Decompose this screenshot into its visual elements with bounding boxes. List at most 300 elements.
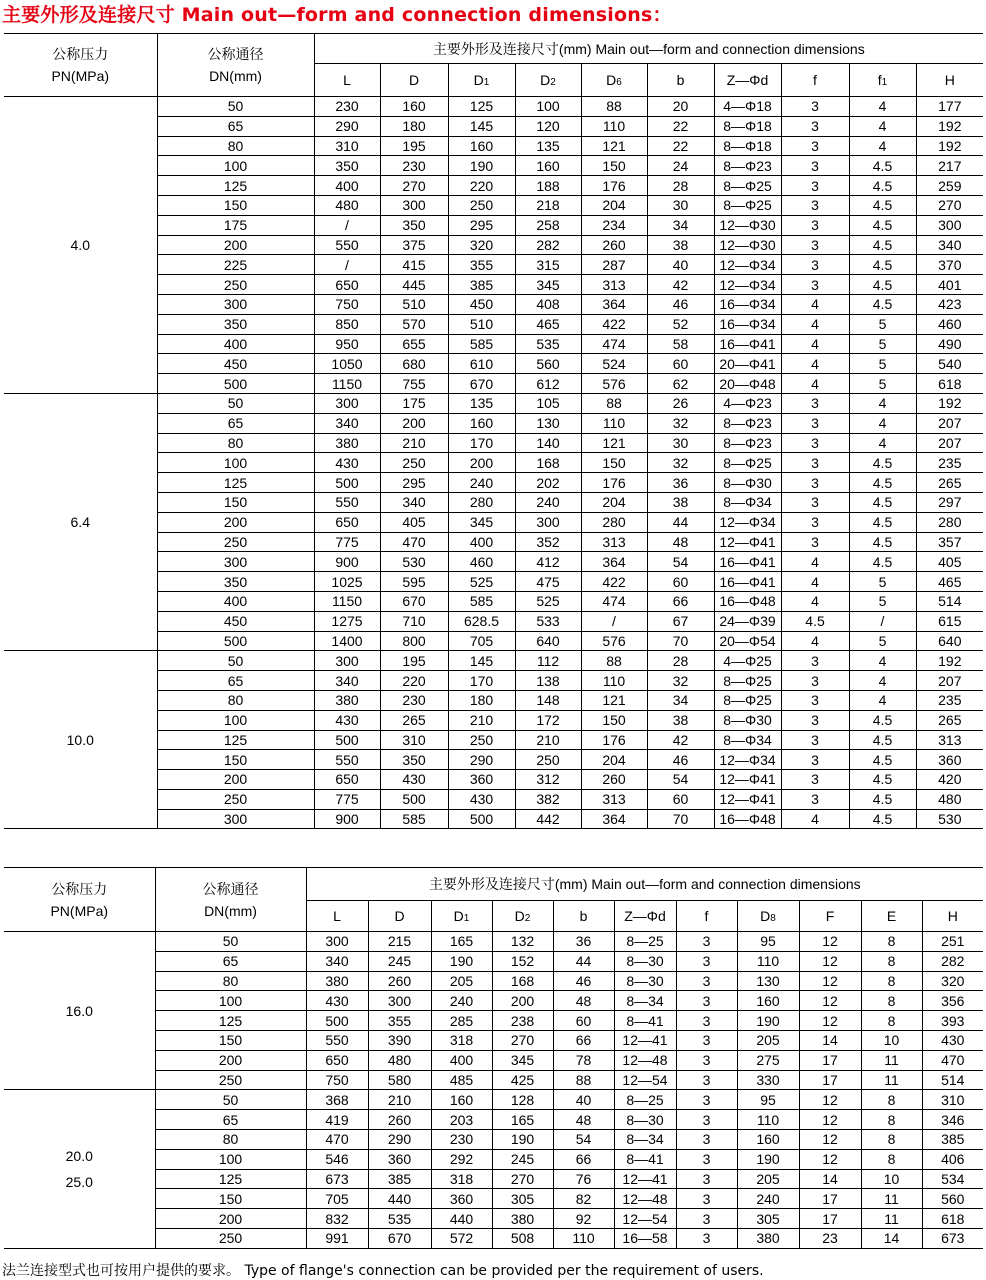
- column-header: F: [799, 901, 861, 932]
- dn-value: 250: [157, 532, 314, 552]
- table-cell: 8—Φ18: [714, 136, 781, 156]
- table-cell: 8—25: [614, 1090, 676, 1110]
- table-cell: 364: [581, 552, 647, 572]
- table-cell: 30: [647, 433, 714, 453]
- pn-value: 16.0: [4, 932, 155, 1090]
- table-cell: 300: [306, 932, 368, 952]
- dn-value: 350: [157, 314, 314, 334]
- table-cell: 550: [306, 1030, 368, 1050]
- table-cell: 750: [314, 294, 380, 314]
- column-header: D: [380, 64, 448, 97]
- table-cell: 370: [916, 255, 983, 275]
- table-cell: 135: [515, 136, 581, 156]
- table-cell: 10: [861, 1030, 922, 1050]
- table-cell: 475: [515, 572, 581, 592]
- table-cell: 12—54: [614, 1070, 676, 1090]
- dn-value: 100: [157, 156, 314, 176]
- table-cell: 4.5: [849, 532, 916, 552]
- table-cell: 4: [781, 334, 849, 354]
- table-cell: 11: [861, 1209, 922, 1229]
- table-cell: 500: [306, 1011, 368, 1031]
- table-cell: 207: [916, 413, 983, 433]
- table-cell: 510: [380, 294, 448, 314]
- table-cell: 220: [380, 671, 448, 691]
- table-cell: 60: [553, 1011, 614, 1031]
- table-cell: 300: [380, 195, 448, 215]
- table-cell: 235: [916, 453, 983, 473]
- table-row: [4, 97, 983, 117]
- table-cell: 44: [553, 951, 614, 971]
- table-cell: 60: [647, 789, 714, 809]
- pn-value: 10.0: [4, 651, 157, 829]
- table-cell: 192: [916, 651, 983, 671]
- table-cell: 218: [515, 195, 581, 215]
- table-cell: 135: [448, 393, 515, 413]
- table-cell: 275: [737, 1050, 799, 1070]
- table-cell: 176: [581, 176, 647, 196]
- table-cell: 530: [380, 552, 448, 572]
- table-cell: 8—41: [614, 1149, 676, 1169]
- table-cell: 105: [515, 393, 581, 413]
- table-cell: 270: [380, 176, 448, 196]
- table-cell: 12: [799, 1110, 861, 1130]
- dn-value: 50: [155, 1090, 306, 1110]
- dimensions-table-2: [4, 867, 983, 1249]
- table-cell: 900: [314, 809, 380, 829]
- table-cell: 514: [916, 591, 983, 611]
- table-cell: 4.5: [849, 730, 916, 750]
- table-cell: 24—Φ39: [714, 611, 781, 631]
- column-header: D2: [492, 901, 553, 932]
- dn-value: 65: [157, 413, 314, 433]
- table-cell: 474: [581, 591, 647, 611]
- table-cell: 66: [647, 591, 714, 611]
- table-cell: 12: [799, 1011, 861, 1031]
- table-cell: 17: [799, 1050, 861, 1070]
- pn-header: 公称压力 PN(MPa): [4, 34, 157, 97]
- table-cell: 165: [492, 1110, 553, 1130]
- table-cell: 585: [448, 591, 515, 611]
- table-row: [4, 393, 983, 413]
- dn-value: 100: [157, 453, 314, 473]
- table-cell: 4: [849, 97, 916, 117]
- table-cell: 385: [922, 1129, 983, 1149]
- table-cell: 8: [861, 951, 922, 971]
- dn-value: 225: [157, 255, 314, 275]
- table-cell: 4.5: [849, 770, 916, 790]
- table-cell: 3: [676, 1129, 737, 1149]
- table-cell: 172: [515, 710, 581, 730]
- dn-value: 350: [157, 572, 314, 592]
- table-cell: 210: [368, 1090, 431, 1110]
- table-cell: 357: [916, 532, 983, 552]
- table-cell: 82: [553, 1189, 614, 1209]
- table-cell: 24: [647, 156, 714, 176]
- table-cell: 240: [448, 473, 515, 493]
- table-cell: 4.5: [849, 176, 916, 196]
- table-cell: 375: [380, 235, 448, 255]
- table-cell: 88: [581, 393, 647, 413]
- dn-value: 80: [157, 690, 314, 710]
- table-cell: 245: [492, 1149, 553, 1169]
- table-cell: 160: [515, 156, 581, 176]
- table-cell: 8—Φ25: [714, 671, 781, 691]
- table-cell: 150: [581, 710, 647, 730]
- table-cell: 120: [515, 116, 581, 136]
- table-cell: 8—Φ25: [714, 195, 781, 215]
- table-cell: 615: [916, 611, 983, 631]
- table-cell: 12: [799, 1149, 861, 1169]
- table-cell: 265: [916, 710, 983, 730]
- table-cell: 4.5: [849, 215, 916, 235]
- table-cell: 340: [916, 235, 983, 255]
- table-cell: /: [581, 611, 647, 631]
- table-cell: 550: [314, 492, 380, 512]
- table-cell: 680: [380, 354, 448, 374]
- table-cell: 3: [781, 710, 849, 730]
- table-cell: 3: [781, 136, 849, 156]
- table-cell: 12—48: [614, 1189, 676, 1209]
- table-cell: 46: [553, 971, 614, 991]
- table-cell: 8—Φ30: [714, 710, 781, 730]
- table-cell: 110: [737, 951, 799, 971]
- table-cell: 176: [581, 730, 647, 750]
- column-header: D1: [448, 64, 515, 97]
- table-cell: 8—Φ23: [714, 413, 781, 433]
- table-cell: 350: [314, 156, 380, 176]
- table-cell: 610: [448, 354, 515, 374]
- table-cell: 4—Φ25: [714, 651, 781, 671]
- table-cell: 12—Φ34: [714, 275, 781, 295]
- table-cell: 310: [922, 1090, 983, 1110]
- table-cell: 190: [492, 1129, 553, 1149]
- column-header: H: [916, 64, 983, 97]
- column-header: D: [368, 901, 431, 932]
- table-cell: 1275: [314, 611, 380, 631]
- table-cell: 245: [368, 951, 431, 971]
- table-cell: 4: [781, 631, 849, 651]
- table-cell: 3: [781, 512, 849, 532]
- table-cell: 352: [515, 532, 581, 552]
- column-header: f: [781, 64, 849, 97]
- table-cell: 195: [380, 651, 448, 671]
- table-cell: 445: [380, 275, 448, 295]
- table-cell: 8—30: [614, 1110, 676, 1130]
- table-cell: 260: [581, 770, 647, 790]
- table-cell: 560: [922, 1189, 983, 1209]
- table-cell: 560: [515, 354, 581, 374]
- table-cell: 405: [916, 552, 983, 572]
- table-cell: 28: [647, 651, 714, 671]
- table-cell: 350: [380, 750, 448, 770]
- table-cell: 8—Φ18: [714, 116, 781, 136]
- table-cell: 550: [314, 235, 380, 255]
- dn-value: 125: [157, 730, 314, 750]
- dimensions-group-header: 主要外形及连接尺寸(mm) Main out—form and connection dimensions: [306, 868, 983, 901]
- dn-value: 50: [157, 97, 314, 117]
- table-cell: 380: [737, 1228, 799, 1248]
- dn-value: 100: [155, 1149, 306, 1169]
- table-cell: 38: [647, 492, 714, 512]
- table-cell: 205: [737, 1169, 799, 1189]
- table-cell: 215: [368, 932, 431, 952]
- table-cell: 465: [515, 314, 581, 334]
- table-cell: 60: [647, 572, 714, 592]
- table-cell: 210: [515, 730, 581, 750]
- table-cell: 14: [799, 1169, 861, 1189]
- pn-header: 公称压力 PN(MPa): [4, 868, 155, 932]
- table-cell: 385: [368, 1169, 431, 1189]
- table-cell: 8—Φ25: [714, 176, 781, 196]
- table-cell: 4: [849, 136, 916, 156]
- table-cell: 30: [647, 195, 714, 215]
- table-row: [4, 651, 983, 671]
- table-cell: 88: [553, 1070, 614, 1090]
- table-cell: 250: [515, 750, 581, 770]
- table-cell: 202: [515, 473, 581, 493]
- table-cell: 10: [861, 1169, 922, 1189]
- table-cell: 8: [861, 932, 922, 952]
- table-cell: 125: [448, 97, 515, 117]
- table-cell: 8—Φ30: [714, 473, 781, 493]
- table-cell: 533: [515, 611, 581, 631]
- table-cell: 12—Φ41: [714, 770, 781, 790]
- dn-value: 125: [155, 1011, 306, 1031]
- table-cell: 42: [647, 730, 714, 750]
- table-cell: 8—Φ23: [714, 156, 781, 176]
- table-cell: 12—41: [614, 1030, 676, 1050]
- table-cell: 44: [647, 512, 714, 532]
- table-cell: 470: [306, 1129, 368, 1149]
- column-header: b: [647, 64, 714, 97]
- table-cell: 4: [849, 116, 916, 136]
- table-cell: 285: [431, 1011, 492, 1031]
- table-cell: 280: [916, 512, 983, 532]
- table-cell: 425: [492, 1070, 553, 1090]
- table-cell: 420: [916, 770, 983, 790]
- table-cell: 250: [380, 453, 448, 473]
- table-cell: 110: [737, 1110, 799, 1130]
- table-cell: 401: [916, 275, 983, 295]
- table-cell: 368: [306, 1090, 368, 1110]
- dimensions-group-header: 主要外形及连接尺寸(mm) Main out—form and connection dimensions: [314, 34, 983, 64]
- table-cell: 76: [553, 1169, 614, 1189]
- table-cell: 514: [922, 1070, 983, 1090]
- dn-value: 125: [157, 176, 314, 196]
- table-cell: 190: [737, 1011, 799, 1031]
- table-cell: 313: [581, 789, 647, 809]
- dn-value: 175: [157, 215, 314, 235]
- table-row: [4, 932, 983, 952]
- table-cell: 150: [581, 453, 647, 473]
- table-cell: 12—Φ34: [714, 750, 781, 770]
- table-cell: 330: [737, 1070, 799, 1090]
- table-cell: 8—41: [614, 1011, 676, 1031]
- table-cell: 950: [314, 334, 380, 354]
- dn-value: 50: [155, 932, 306, 952]
- table-cell: 32: [647, 413, 714, 433]
- table-cell: 3: [676, 1030, 737, 1050]
- table-cell: 440: [368, 1189, 431, 1209]
- table-cell: 240: [737, 1189, 799, 1209]
- table-cell: 500: [448, 809, 515, 829]
- table-cell: 300: [368, 991, 431, 1011]
- table-cell: 3: [781, 215, 849, 235]
- dn-value: 250: [157, 275, 314, 295]
- dn-value: 250: [157, 789, 314, 809]
- table-cell: 48: [553, 1110, 614, 1130]
- table-cell: 670: [368, 1228, 431, 1248]
- table-cell: 138: [515, 671, 581, 691]
- table-cell: 8: [861, 1110, 922, 1130]
- table-cell: 234: [581, 215, 647, 235]
- table-cell: 170: [448, 671, 515, 691]
- table-cell: 95: [737, 1090, 799, 1110]
- table-cell: 5: [849, 572, 916, 592]
- table-cell: 460: [916, 314, 983, 334]
- table-cell: 38: [647, 710, 714, 730]
- header-row: [4, 34, 983, 64]
- table-cell: 290: [448, 750, 515, 770]
- table-cell: 312: [515, 770, 581, 790]
- table-cell: 8: [861, 971, 922, 991]
- table-cell: 4: [781, 552, 849, 572]
- table-cell: 380: [314, 690, 380, 710]
- table-cell: 832: [306, 1209, 368, 1229]
- dn-value: 150: [155, 1189, 306, 1209]
- table-cell: 160: [737, 1129, 799, 1149]
- table-cell: 580: [368, 1070, 431, 1090]
- table-cell: 3: [781, 750, 849, 770]
- dn-value: 300: [157, 294, 314, 314]
- table-cell: 400: [314, 176, 380, 196]
- table-cell: 259: [916, 176, 983, 196]
- table-cell: 4: [849, 393, 916, 413]
- table-cell: 1150: [314, 374, 380, 394]
- table-cell: 800: [380, 631, 448, 651]
- table-cell: 340: [314, 671, 380, 691]
- table-cell: 1025: [314, 572, 380, 592]
- table-cell: 265: [916, 473, 983, 493]
- table-cell: 148: [515, 690, 581, 710]
- table-cell: 230: [314, 97, 380, 117]
- table-cell: 364: [581, 294, 647, 314]
- table-cell: 650: [306, 1050, 368, 1070]
- table-cell: 755: [380, 374, 448, 394]
- table-cell: 12—54: [614, 1209, 676, 1229]
- table-cell: 4.5: [849, 750, 916, 770]
- table-cell: 4.5: [849, 789, 916, 809]
- table-cell: 34: [647, 690, 714, 710]
- table-cell: 900: [314, 552, 380, 572]
- table-cell: 4.5: [849, 275, 916, 295]
- dn-header: 公称通径 DN(mm): [157, 34, 314, 97]
- table-cell: 11: [861, 1189, 922, 1209]
- dn-value: 50: [157, 651, 314, 671]
- dn-value: 150: [157, 492, 314, 512]
- table-cell: 16—Φ41: [714, 334, 781, 354]
- table-cell: 238: [492, 1011, 553, 1031]
- table-cell: 12—Φ34: [714, 512, 781, 532]
- table-cell: 423: [916, 294, 983, 314]
- table-cell: 3: [676, 1050, 737, 1070]
- table-cell: 540: [916, 354, 983, 374]
- table-cell: 16—58: [614, 1228, 676, 1248]
- table-cell: 297: [916, 492, 983, 512]
- table-cell: 490: [916, 334, 983, 354]
- table-cell: 340: [306, 951, 368, 971]
- table-row: [4, 1090, 983, 1110]
- table-cell: 54: [553, 1129, 614, 1149]
- table-cell: 340: [380, 492, 448, 512]
- table-cell: 52: [647, 314, 714, 334]
- table-cell: 16—Φ41: [714, 552, 781, 572]
- table-cell: 260: [368, 1110, 431, 1130]
- table-cell: 12—Φ30: [714, 235, 781, 255]
- table-cell: 508: [492, 1228, 553, 1248]
- table-cell: 100: [515, 97, 581, 117]
- table-cell: 4: [781, 354, 849, 374]
- table-cell: 775: [314, 789, 380, 809]
- table-cell: 240: [431, 991, 492, 1011]
- table-cell: 8—30: [614, 951, 676, 971]
- table-cell: 205: [431, 971, 492, 991]
- table-cell: 318: [431, 1169, 492, 1189]
- dn-value: 65: [157, 116, 314, 136]
- table-cell: 258: [515, 215, 581, 235]
- table-cell: 530: [916, 809, 983, 829]
- table-cell: 4: [849, 413, 916, 433]
- table-cell: 207: [916, 671, 983, 691]
- column-header: b: [553, 901, 614, 932]
- table-cell: 12—41: [614, 1169, 676, 1189]
- table-cell: 204: [581, 492, 647, 512]
- table-cell: 177: [916, 97, 983, 117]
- table-cell: 20—Φ48: [714, 374, 781, 394]
- table-cell: 8—34: [614, 991, 676, 1011]
- table-cell: 400: [431, 1050, 492, 1070]
- column-header: E: [861, 901, 922, 932]
- table-cell: 4—Φ23: [714, 393, 781, 413]
- dn-header: 公称通径 DN(mm): [155, 868, 306, 932]
- table-cell: 3: [781, 156, 849, 176]
- table-cell: 3: [676, 971, 737, 991]
- table-cell: 5: [849, 314, 916, 334]
- table-cell: 350: [380, 215, 448, 235]
- table-cell: 112: [515, 651, 581, 671]
- table-cell: 204: [581, 750, 647, 770]
- table-cell: 12: [799, 971, 861, 991]
- table-cell: 26: [647, 393, 714, 413]
- table-cell: 480: [368, 1050, 431, 1070]
- table-cell: 422: [581, 572, 647, 592]
- dn-value: 400: [157, 334, 314, 354]
- table-cell: 4.5: [849, 710, 916, 730]
- table-cell: 145: [448, 116, 515, 136]
- table-cell: 12: [799, 951, 861, 971]
- dn-value: 250: [155, 1228, 306, 1248]
- table-cell: 210: [380, 433, 448, 453]
- table-cell: 1400: [314, 631, 380, 651]
- table-cell: 160: [448, 136, 515, 156]
- table-cell: 585: [380, 809, 448, 829]
- table-cell: 8: [861, 1011, 922, 1031]
- table-cell: 3: [781, 473, 849, 493]
- table-cell: 408: [515, 294, 581, 314]
- table-cell: 3: [676, 1228, 737, 1248]
- table-cell: 287: [581, 255, 647, 275]
- dn-value: 300: [157, 552, 314, 572]
